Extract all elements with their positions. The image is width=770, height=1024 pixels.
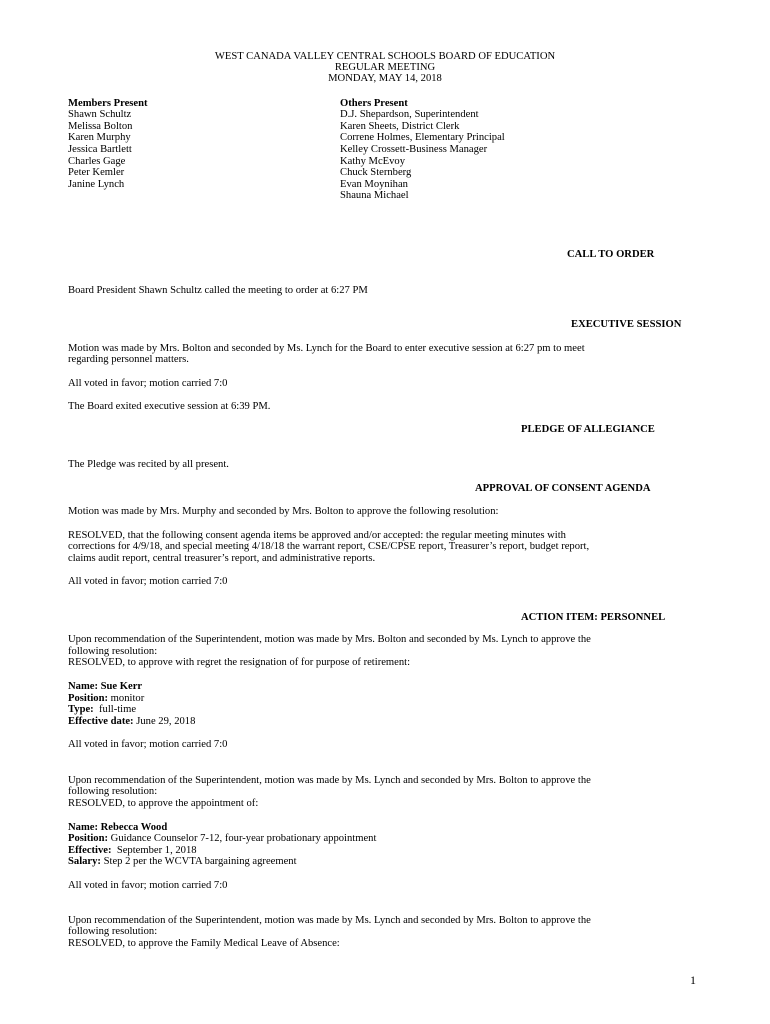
page-number: 1	[690, 973, 696, 987]
consent-resolution-cont: claims audit report, central treasurer’s report, and administrative reports.	[68, 553, 376, 564]
personnel-motion: Upon recommendation of the Superintendent, motion was made by Ms. Lynch and seconded by Mrs. Bolton to approve the	[68, 915, 591, 926]
consent-resolution: RESOLVED, that the following consent agenda items be approved and/or accepted: the regular meeting minutes with	[68, 530, 566, 541]
other-attendee: D.J. Shepardson, Superintendent	[340, 109, 479, 120]
pledge-heading: PLEDGE OF ALLEGIANCE	[521, 424, 655, 435]
employee-position: Position: Guidance Counselor 7-12, four-year probationary appointment	[68, 833, 377, 844]
employee-name: Name: Rebecca Wood	[68, 822, 168, 833]
employee-position: Position: monitor	[68, 693, 145, 704]
call-to-order-heading: CALL TO ORDER	[567, 249, 655, 260]
member-name: Jessica Bartlett	[68, 144, 132, 155]
meeting-date: MONDAY, MAY 14, 2018	[328, 73, 442, 84]
personnel-heading: ACTION ITEM: PERSONNEL	[521, 612, 666, 623]
other-attendee: Karen Sheets, District Clerk	[340, 121, 460, 132]
member-name: Janine Lynch	[68, 179, 125, 190]
personnel-vote: All voted in favor; motion carried 7:0	[68, 739, 228, 750]
personnel-resolved: RESOLVED, to approve the appointment of:	[68, 798, 259, 809]
pledge-text: The Pledge was recited by all present.	[68, 459, 229, 470]
member-name: Melissa Bolton	[68, 121, 133, 132]
other-attendee: Evan Moynihan	[340, 179, 408, 190]
employee-effective-date: Effective date: June 29, 2018	[68, 716, 196, 727]
document-title: WEST CANADA VALLEY CENTRAL SCHOOLS BOARD OF EDUCATION	[214, 51, 556, 62]
employee-name: Name: Sue Kerr	[68, 681, 143, 692]
executive-session-exit: The Board exited executive session at 6:39 PM.	[68, 401, 271, 412]
personnel-resolved: RESOLVED, to approve with regret the resignation of for purpose of retirement:	[68, 657, 411, 668]
personnel-motion-cont: following resolution:	[68, 926, 158, 937]
meeting-type: REGULAR MEETING	[334, 62, 436, 73]
executive-session-heading: EXECUTIVE SESSION	[571, 319, 682, 330]
personnel-resolved: RESOLVED, to approve the Family Medical Leave of Absence:	[68, 938, 340, 949]
member-name: Charles Gage	[68, 156, 126, 167]
executive-session-vote: All voted in favor; motion carried 7:0	[68, 378, 228, 389]
employee-salary: Salary: Step 2 per the WCVTA bargaining agreement	[68, 856, 297, 867]
personnel-vote: All voted in favor; motion carried 7:0	[68, 880, 228, 891]
other-attendee: Chuck Sternberg	[340, 167, 412, 178]
other-attendee: Shauna Michael	[340, 190, 409, 201]
members-present-heading: Members Present	[68, 98, 148, 109]
consent-vote: All voted in favor; motion carried 7:0	[68, 576, 228, 587]
others-present-heading: Others Present	[340, 98, 408, 109]
consent-agenda-heading: APPROVAL OF CONSENT AGENDA	[475, 483, 651, 494]
employee-type: Type: full-time	[68, 704, 137, 715]
other-attendee: Kelley Crossett-Business Manager	[340, 144, 488, 155]
executive-session-motion: Motion was made by Mrs. Bolton and seconded by Ms. Lynch for the Board to enter executive session at 6:27 pm to meet	[68, 343, 585, 354]
member-name: Shawn Schultz	[68, 109, 132, 120]
other-attendee: Correne Holmes, Elementary Principal	[340, 132, 505, 143]
personnel-motion-cont: following resolution:	[68, 646, 158, 657]
member-name: Peter Kemler	[68, 167, 125, 178]
employee-effective-date: Effective: September 1, 2018	[68, 845, 197, 856]
member-name: Karen Murphy	[68, 132, 131, 143]
personnel-motion: Upon recommendation of the Superintendent, motion was made by Ms. Lynch and seconded by Mrs. Bolton to approve the	[68, 775, 591, 786]
consent-resolution-cont: corrections for 4/9/18, and special meeting 4/18/18 the warrant report, CSE/CPSE report, Treasurer’s report, budget report,	[68, 541, 590, 552]
executive-session-motion-cont: regarding personnel matters.	[68, 354, 189, 365]
personnel-motion-cont: following resolution:	[68, 786, 158, 797]
call-to-order-text: Board President Shawn Schultz called the meeting to order at 6:27 PM	[68, 285, 368, 296]
personnel-motion: Upon recommendation of the Superintendent, motion was made by Mrs. Bolton and seconded by Ms. Lynch to approve the	[68, 634, 591, 645]
consent-agenda-motion: Motion was made by Mrs. Murphy and seconded by Mrs. Bolton to approve the following resolution:	[68, 506, 499, 517]
other-attendee: Kathy McEvoy	[340, 156, 406, 167]
